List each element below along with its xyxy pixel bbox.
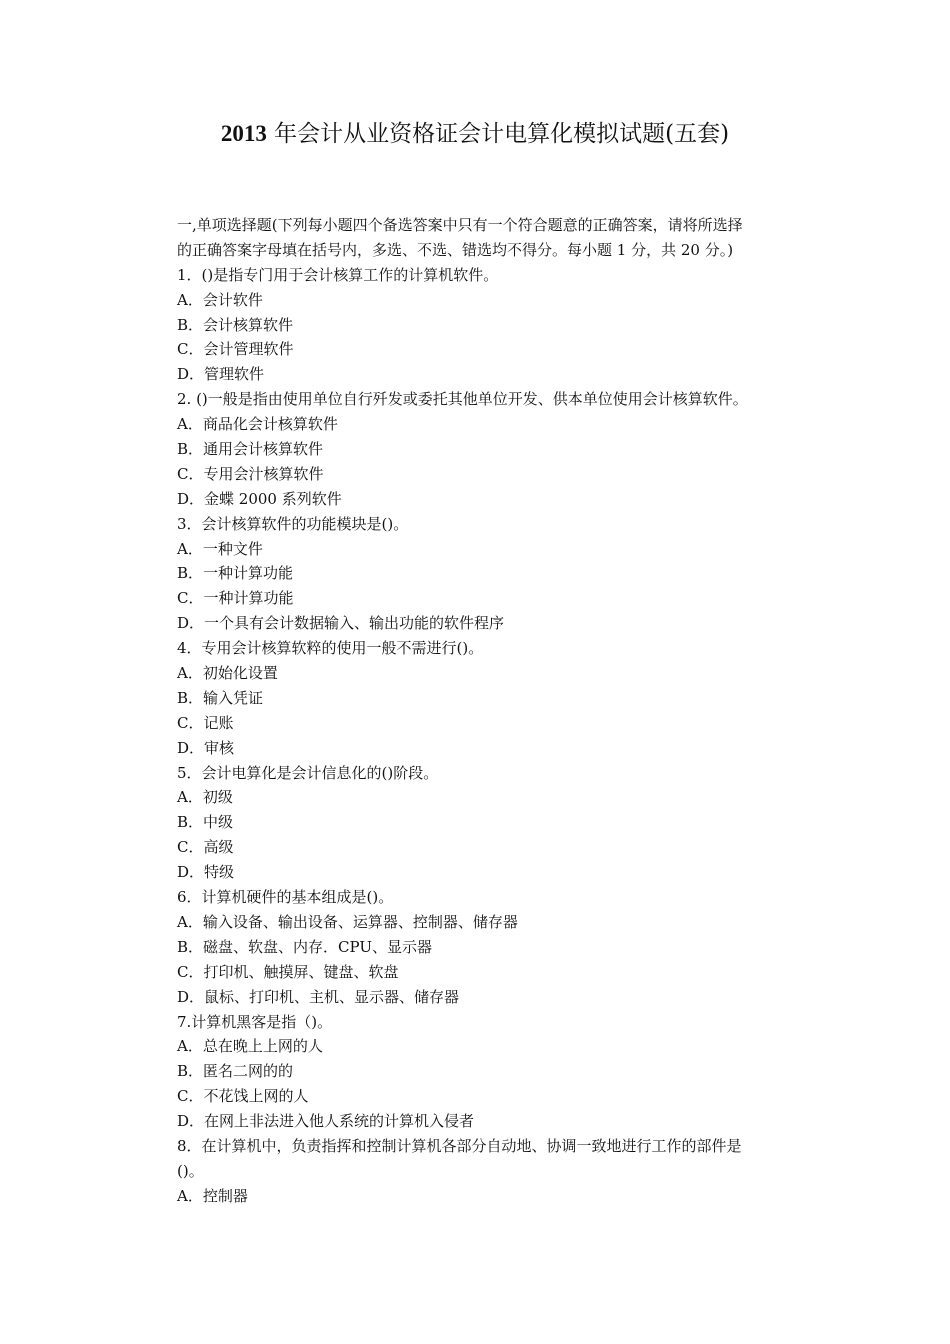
- question-1-stem: 1．()是指专门用于会计核算工作的计算机软件。: [177, 265, 499, 284]
- question-7-stem: 7.计算机黑客是指（)。: [177, 1012, 333, 1031]
- question-6-stem: 6．计算机硬件的基本组成是()。: [177, 888, 394, 907]
- question-8-option-a: A．控制器: [177, 1186, 248, 1205]
- question-4-option-d: D．审核: [177, 738, 235, 757]
- question-8-stem-line-2: ()。: [177, 1161, 204, 1180]
- question-2-option-c: C．专用会汁核算软件: [177, 464, 324, 483]
- question-8-stem-line-1: 8．在计算机中，负责指挥和控制计算机各部分自动地、协调一致地进行工作的部件是: [177, 1136, 742, 1155]
- page-title: [0, 118, 950, 150]
- question-6-option-d: D．鼠标、打印机、主机、显示器、储存器: [177, 987, 460, 1006]
- title-text: 年会计从业资格证会计电算化模拟试题(五套): [266, 121, 730, 147]
- question-3-stem: 3．会计核算软件的功能模块是()。: [177, 514, 409, 533]
- title-year: 2013: [220, 121, 267, 146]
- question-6-option-b: B．磁盘、软盘、内存．CPU、显示器: [177, 937, 432, 956]
- question-2-option-a: A．商品化会计核算软件: [177, 415, 338, 434]
- question-4-option-a: A．初始化设置: [177, 664, 278, 683]
- question-7-option-b: B．匿名二网的的: [177, 1062, 294, 1081]
- question-6-option-a: A．输入设备、输出设备、运算器、控制器、储存器: [177, 912, 518, 931]
- question-5-option-d: D．特级: [177, 863, 235, 882]
- question-5-stem: 5．会计电算化是会计信息化的()阶段。: [177, 763, 439, 782]
- question-7-option-d: D．在网上非法进入他人系统的计算机入侵者: [177, 1112, 475, 1131]
- intro-line-2: 的正确答案字母填在括号内，多选、不选、错选均不得分。每小题 1 分，共 20 分。): [177, 240, 734, 259]
- question-2-stem: 2. ()一般是指由使用单位自行歼发或委托其他单位开发、供本单位使用会计核算软件。: [177, 390, 748, 409]
- question-3-option-d: D．一个具有会计数据输入、输出功能的软件程序: [177, 614, 505, 633]
- question-4-option-b: B．输入凭证: [177, 688, 264, 707]
- question-6-option-c: C．打印机、触摸屏、键盘、软盘: [177, 962, 399, 981]
- question-7-option-c: C．不花饯上网的人: [177, 1087, 309, 1106]
- document-body: [177, 213, 812, 1209]
- question-4-stem: 4．专用会计核算软粹的使用一般不需进行()。: [177, 639, 484, 658]
- question-3-option-b: B．一种计算功能: [177, 564, 294, 583]
- question-7-option-a: A．总在晚上上网的人: [177, 1037, 323, 1056]
- question-1-option-b: B．会计核算软件: [177, 315, 294, 334]
- question-5-option-b: B．中级: [177, 813, 234, 832]
- question-3-option-a: A．一种文件: [177, 539, 263, 558]
- question-5-option-c: C．高级: [177, 838, 234, 857]
- question-3-option-c: C．一种计算功能: [177, 589, 294, 608]
- question-5-option-a: A．初级: [177, 788, 233, 807]
- question-4-option-c: C．记账: [177, 713, 234, 732]
- intro-line-1: 一,单项选择题(下列每小题四个备选答案中只有一个符合题意的正确答案，请将所选择: [177, 216, 743, 234]
- question-2-option-d: D．金蝶 2000 系列软件: [177, 489, 342, 508]
- question-1-option-c: C．会计管理软件: [177, 340, 294, 359]
- question-2-option-b: B．通用会计核算软件: [177, 440, 324, 459]
- question-1-option-a: A．会计软件: [177, 290, 263, 309]
- question-1-option-d: D．管理软件: [177, 365, 265, 384]
